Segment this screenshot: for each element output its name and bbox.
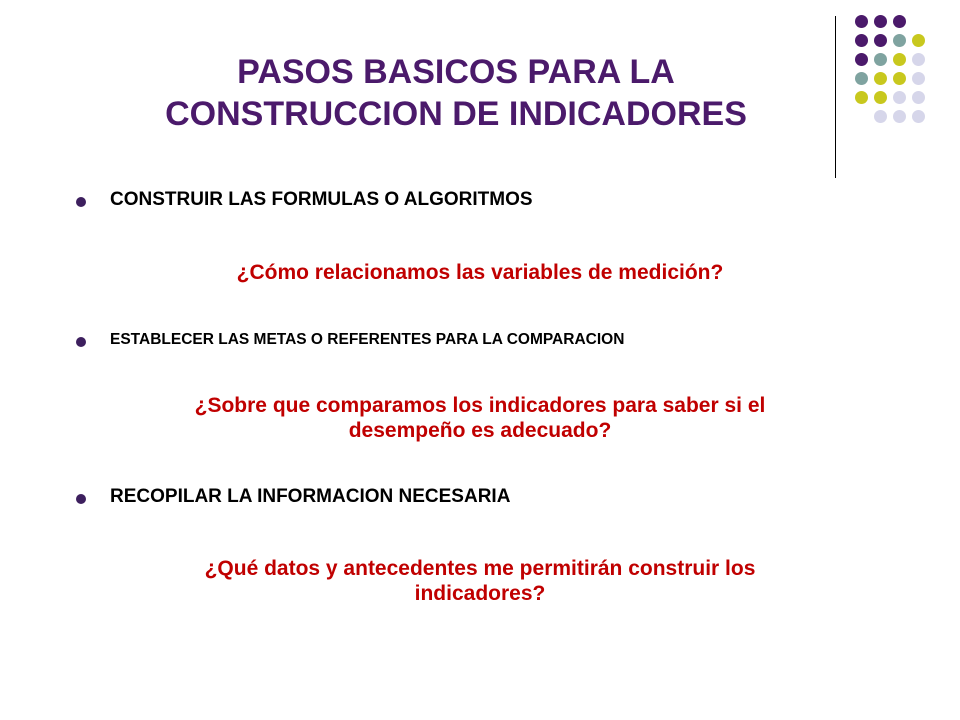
item-3-question bbox=[130, 556, 830, 606]
decorative-dot bbox=[855, 72, 868, 85]
item-3-text: RECOPILAR LA INFORMACION NECESARIA bbox=[110, 486, 511, 507]
item-1-question-line-1: ¿Cómo relacionamos las variables de medición? bbox=[236, 261, 724, 284]
item-3-question-line-1: ¿Qué datos y antecedentes me permitirán construir los bbox=[204, 557, 756, 580]
divider-line bbox=[835, 16, 836, 178]
title-line-1: PASOS BASICOS PARA LA bbox=[237, 53, 675, 91]
decorative-dot bbox=[874, 91, 887, 104]
decorative-dot bbox=[874, 15, 887, 28]
bullet-point-icon bbox=[76, 197, 86, 207]
item-1-text: CONSTRUIR LAS FORMULAS O ALGORITMOS bbox=[110, 189, 533, 210]
decorative-dot bbox=[912, 91, 925, 104]
item-3-question-line-2: indicadores? bbox=[414, 582, 546, 606]
decorative-dot bbox=[893, 53, 906, 66]
decorative-dot bbox=[874, 110, 887, 123]
decorative-dot bbox=[912, 110, 925, 123]
decorative-dot bbox=[893, 91, 906, 104]
item-2-question bbox=[130, 393, 830, 443]
bullet-point-icon bbox=[76, 494, 86, 504]
decorative-dot bbox=[874, 34, 887, 47]
decorative-dot bbox=[874, 72, 887, 85]
decorative-dot bbox=[912, 53, 925, 66]
decorative-dot bbox=[855, 34, 868, 47]
decorative-dot bbox=[912, 34, 925, 47]
decorative-dot bbox=[893, 15, 906, 28]
decorative-dot bbox=[893, 34, 906, 47]
title-line-2: CONSTRUCCION DE INDICADORES bbox=[165, 94, 747, 133]
item-2-text: ESTABLECER LAS METAS O REFERENTES PARA LA COMPARACION bbox=[110, 331, 625, 348]
bullet-point-icon bbox=[76, 337, 86, 347]
decorative-dot bbox=[855, 15, 868, 28]
item-2-question-line-2: desempeño es adecuado? bbox=[348, 419, 612, 443]
slide-title bbox=[96, 52, 816, 136]
item-1-question bbox=[130, 260, 830, 285]
decorative-dot bbox=[912, 72, 925, 85]
decorative-dot bbox=[855, 91, 868, 104]
decorative-dot bbox=[874, 53, 887, 66]
decorative-dot bbox=[893, 110, 906, 123]
decorative-dot bbox=[893, 72, 906, 85]
item-2-question-line-1: ¿Sobre que comparamos los indicadores para saber si el bbox=[194, 394, 766, 417]
decorative-dot bbox=[855, 53, 868, 66]
